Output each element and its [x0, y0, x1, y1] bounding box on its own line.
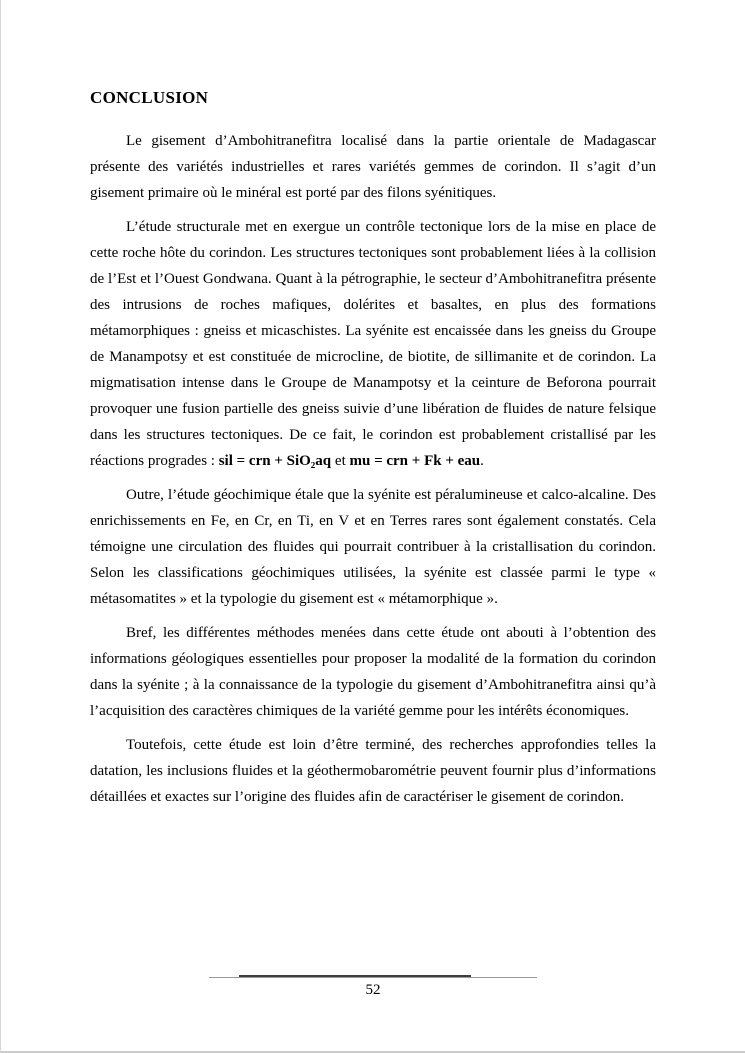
paragraph-1: Le gisement d’Ambohitranefitra localisé dans la partie orientale de Madagascar présente des variétés industrielles et rares variétés gemmes de corindon. Il s’agit d’un gisement primaire où le minéral est porté par des filons syénitiques. — [90, 133, 656, 201]
page-number: 52 — [365, 982, 381, 998]
footer-rule-dark-segment — [239, 975, 471, 977]
paragraph-2-connector: et — [331, 453, 350, 469]
page-footer — [1, 977, 745, 999]
paragraph-4: Bref, les différentes méthodes menées dans cette étude ont abouti à l’obtention des informations géologiques essentielles pour proposer la modalité de la formation du corindon dans la syénite ; à la connaissance de la typologie du gisement d’Ambohitranefitra ainsi qu’à l’acquisition des caractères chimiques de la variété gemme pour les intérêts économiques. — [90, 625, 656, 719]
paragraph-5: Toutefois, cette étude est loin d’être terminé, des recherches approfondies telles la datation, les inclusions fluides et la géothermobarométrie peuvent fournir plus d’informations détaillées et exactes sur l’origine des fluides afin de caractériser le gisement de corindon. — [90, 737, 656, 805]
paragraph-2 — [90, 214, 656, 474]
reaction-formula-1: sil = crn + SiO₂aq — [218, 453, 332, 469]
section-heading: CONCLUSION — [90, 88, 209, 107]
reaction-formula-2: mu = crn + Fk + eau — [349, 453, 481, 469]
paragraph-2-text: L’étude structurale met en exergue un contrôle tectonique lors de la mise en place de cette roche hôte du corindon. Les structures tectoniques sont probablement liées à la collision de l’Est et l’Ouest Gondwana. Quant à la pétrographie, le secteur d’Ambohitranefitra présente des intrusions de roches mafiques, dolérites et basaltes, en plus des formations métamorphiques : gneiss et micaschistes. La syénite est encaissée dans les gneiss du Groupe de Manampotsy et est constituée de microcline, de biotite, de sillimanite et de corindon. La migmatisation intense dans le Groupe de Manampotsy et la ceinture de Beforona pourrait provoquer une fusion partielle des gneiss suivie d’une libération de fluides de nature felsique dans les structures tectoniques. De ce fait, le corindon est probablement cristallisé par les réactions progrades : — [90, 219, 656, 469]
footer-rule — [209, 977, 537, 978]
paragraph-2-period: . — [480, 453, 484, 469]
paragraph-3: Outre, l’étude géochimique étale que la syénite est péralumineuse et calco-alcaline. Des enrichissements en Fe, en Cr, en Ti, en V et en Terres rares sont également constatés. Cela témoigne une circulation des fluides qui pourrait contribuer à la cristallisation du corindon. Selon les classifications géochimiques utilisées, la syénite est classée parmi le type « métasomatites » et la typologie du gisement est « métamorphique ». — [90, 487, 656, 607]
